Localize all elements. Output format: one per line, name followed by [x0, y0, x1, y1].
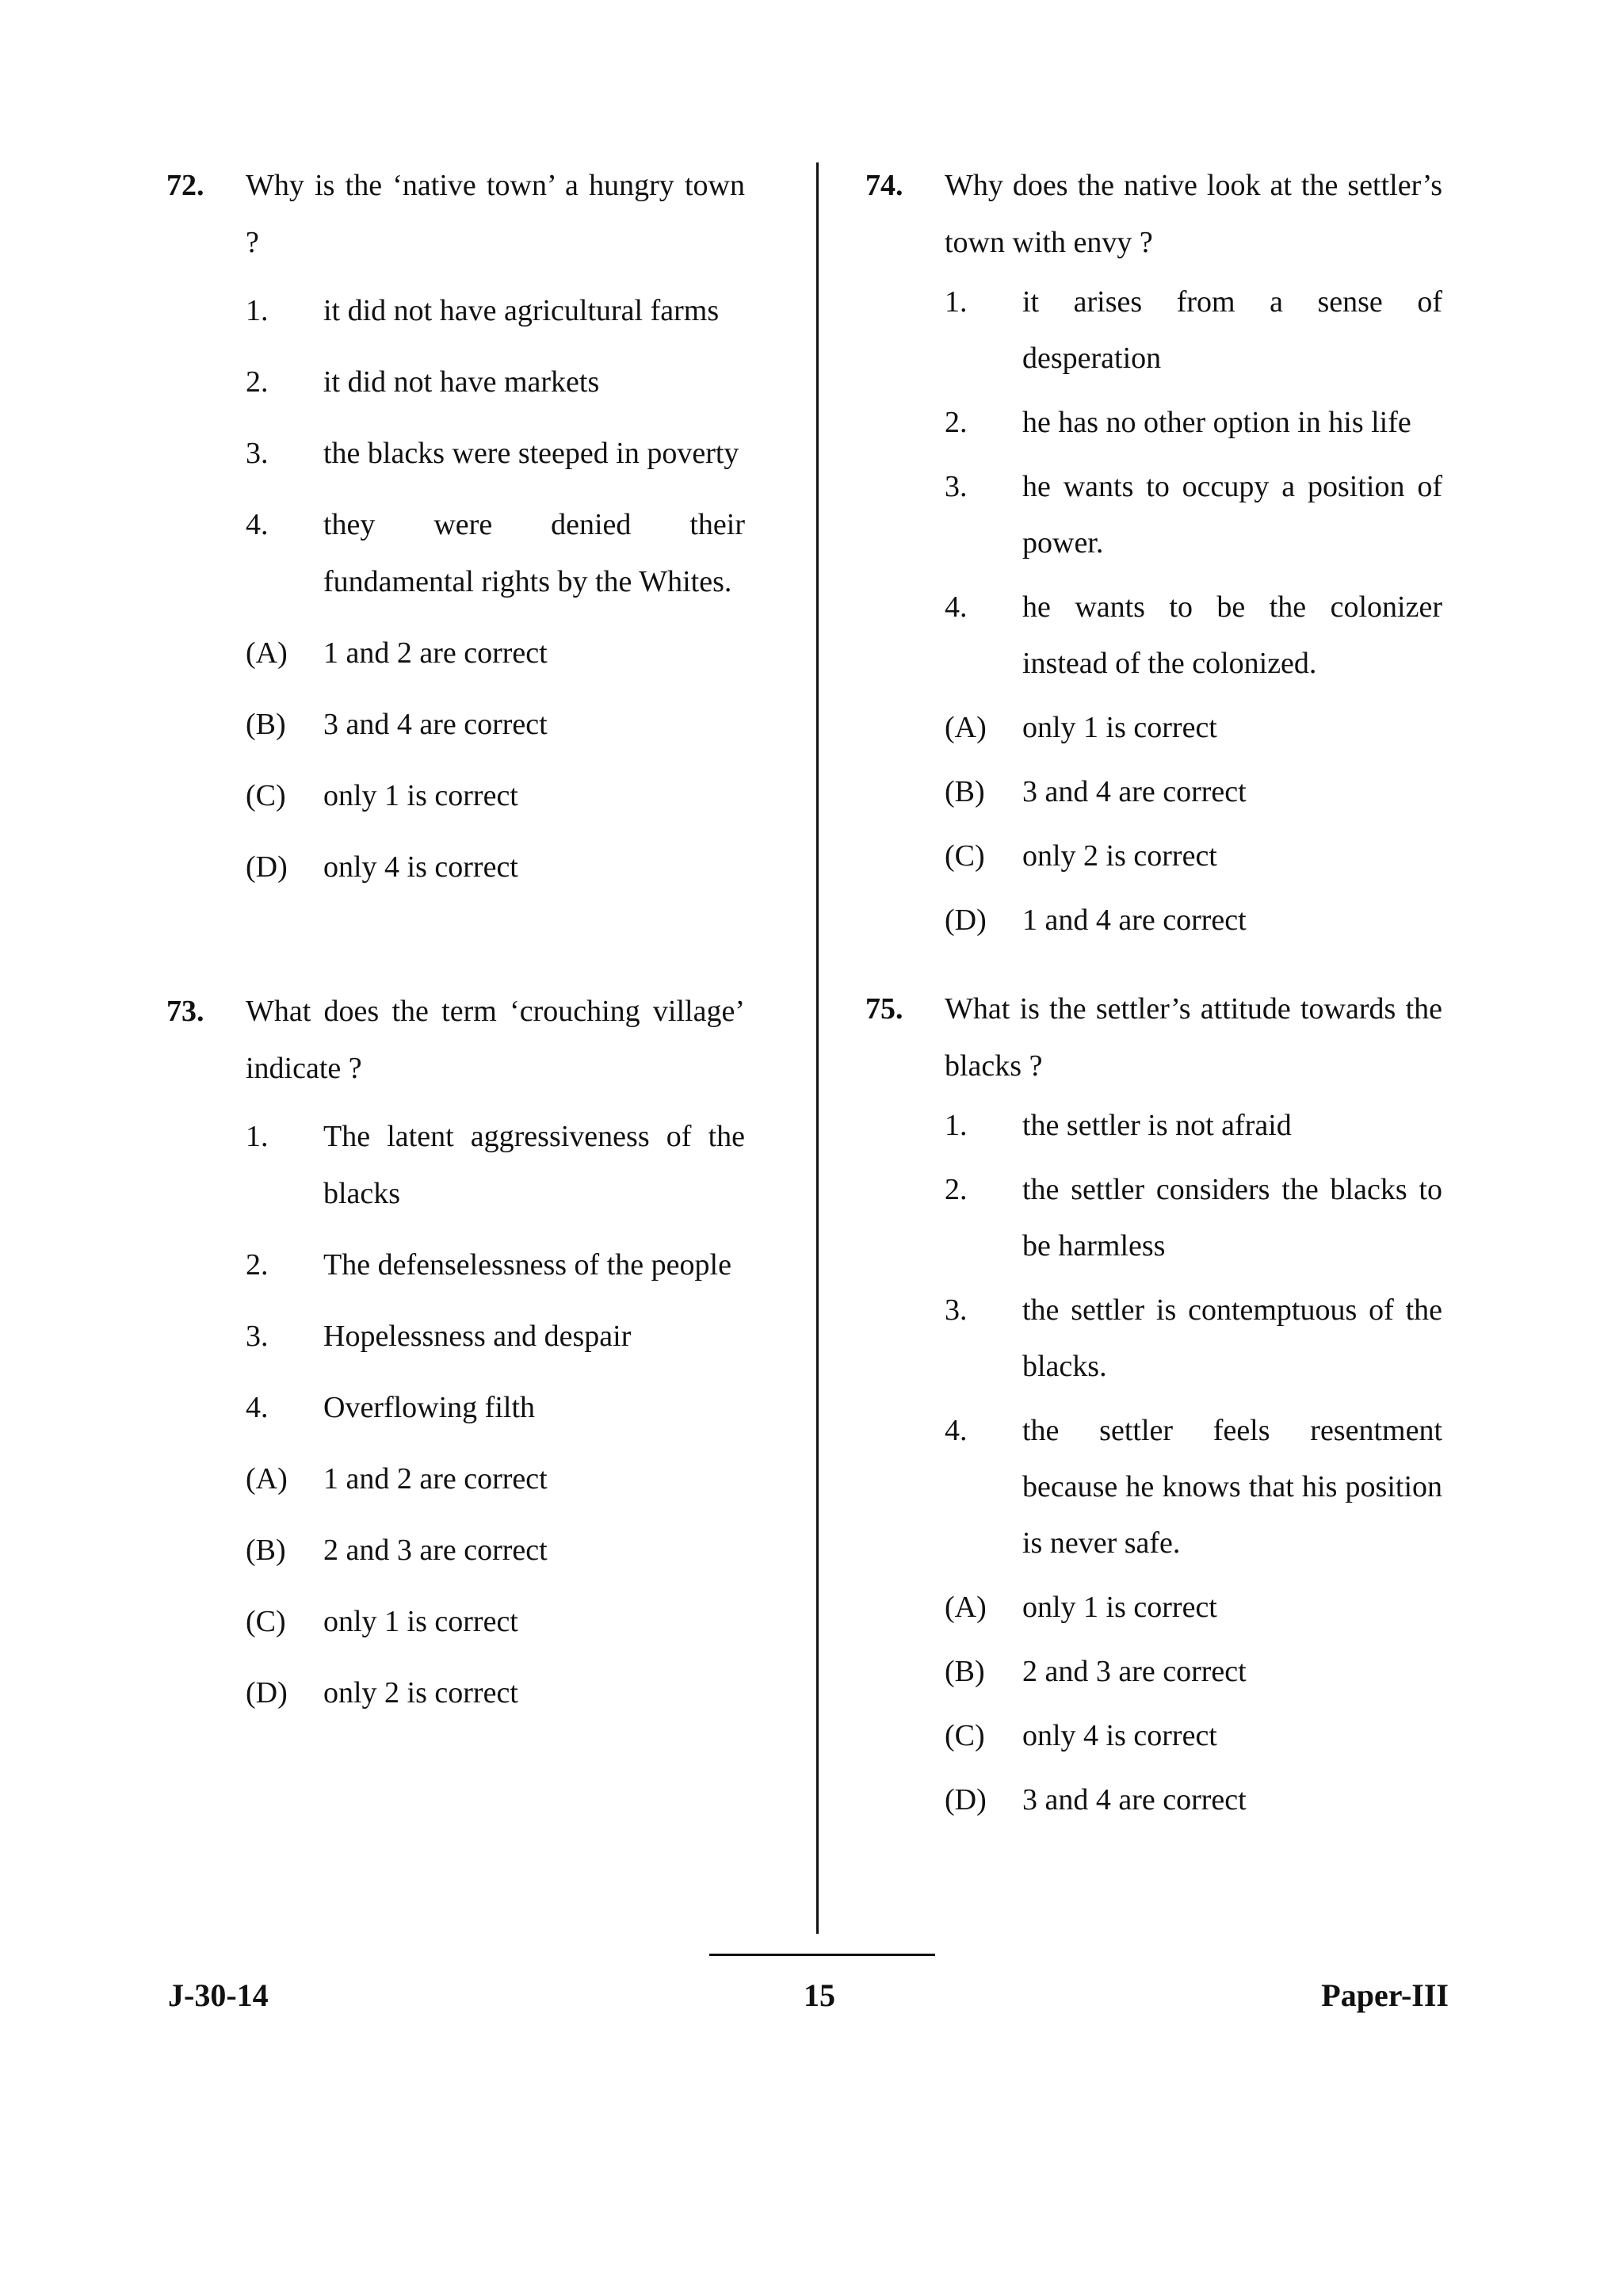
option-letter: (C): [246, 1605, 286, 1638]
statement-item: [945, 395, 1442, 451]
answer-option-d[interactable]: [246, 839, 745, 896]
option-text: 1 and 4 are correct: [1022, 904, 1247, 937]
right-column: [865, 157, 1442, 1836]
statement-number: 4.: [945, 590, 968, 624]
statement-number: 4.: [246, 508, 269, 541]
statement-text: the settler is not afraid: [1022, 1109, 1292, 1142]
statement-item: [246, 1379, 745, 1436]
option-letter: (B): [945, 1655, 985, 1688]
statement-text: he has no other option in his life: [1022, 406, 1411, 439]
option-text: 3 and 4 are correct: [1022, 1783, 1247, 1817]
answer-option-b[interactable]: [945, 1644, 1442, 1700]
option-letter: (D): [945, 904, 987, 937]
statement-text: he wants to be the colonizer instead of the colonized.: [1022, 590, 1442, 680]
answer-option-b[interactable]: [246, 696, 745, 753]
answer-option-a[interactable]: [945, 1580, 1442, 1636]
answer-option-d[interactable]: [246, 1664, 745, 1721]
statement-number: 3.: [945, 1293, 968, 1327]
option-text: only 4 is correct: [323, 850, 518, 884]
paper-code: J-30-14: [168, 1977, 269, 2013]
statement-text: The latent aggressiveness of the blacks: [323, 1120, 745, 1210]
answer-options: [945, 1580, 1442, 1828]
option-letter: (D): [246, 1676, 288, 1710]
statement-text: it did not have agricultural farms: [323, 294, 720, 327]
statement-text: The defenselessness of the people: [323, 1248, 731, 1282]
option-text: only 1 is correct: [1022, 1591, 1217, 1624]
option-letter: (D): [945, 1783, 987, 1817]
option-letter: (B): [246, 1534, 286, 1567]
paper-label: Paper-III: [1321, 1977, 1449, 2013]
page-number: 15: [804, 1977, 835, 2013]
statement-item: [945, 459, 1442, 571]
statement-item: [945, 1098, 1442, 1154]
statement-item: [246, 1108, 745, 1222]
option-text: 3 and 4 are correct: [1022, 775, 1247, 808]
question-number: 74.: [865, 169, 903, 202]
answer-option-b[interactable]: [945, 764, 1442, 820]
statement-number: 1.: [246, 294, 269, 327]
answer-option-c[interactable]: [945, 828, 1442, 884]
question-74: [865, 157, 1442, 949]
statement-text: Hopelessness and despair: [323, 1320, 632, 1353]
answer-options: [246, 625, 745, 896]
statement-text: it arises from a sense of desperation: [1022, 285, 1442, 375]
answer-option-b[interactable]: [246, 1522, 745, 1579]
option-letter: (A): [945, 1591, 987, 1624]
statement-item: [945, 1403, 1442, 1572]
answer-option-a[interactable]: [945, 700, 1442, 756]
option-text: only 4 is correct: [1022, 1719, 1217, 1752]
option-text: only 2 is correct: [323, 1676, 518, 1710]
statement-number: 2.: [945, 1173, 968, 1206]
option-text: 1 and 2 are correct: [323, 636, 548, 670]
statement-number: 4.: [246, 1391, 269, 1424]
option-letter: (B): [945, 775, 985, 808]
option-letter: (C): [945, 839, 985, 873]
statement-number: 1.: [945, 285, 968, 319]
statement-text: they were denied their fundamental rights by the Whites.: [323, 508, 745, 598]
statement-text: the blacks were steeped in poverty: [323, 437, 739, 470]
question-text: Why does the native look at the settler’s town with envy ?: [945, 169, 1442, 259]
statement-number: 4.: [945, 1414, 968, 1447]
option-letter: (A): [945, 711, 987, 744]
option-letter: (A): [246, 1462, 288, 1496]
option-text: only 2 is correct: [1022, 839, 1217, 873]
statement-item: [945, 274, 1442, 387]
statement-number: 1.: [945, 1109, 968, 1142]
statement-item: [246, 425, 745, 482]
answer-option-c[interactable]: [945, 1708, 1442, 1764]
statement-text: Overflowing filth: [323, 1391, 536, 1424]
statement-text: the settler considers the blacks to be harmless: [1022, 1173, 1442, 1263]
footer-rule: [709, 1954, 935, 1956]
question-number: 72.: [166, 169, 204, 202]
option-letter: (C): [246, 779, 286, 812]
statement-list: [945, 1098, 1442, 1572]
statement-item: [945, 579, 1442, 692]
answer-option-c[interactable]: [246, 767, 745, 824]
statement-number: 1.: [246, 1120, 269, 1153]
option-letter: (B): [246, 708, 286, 741]
statement-number: 2.: [246, 1248, 269, 1282]
answer-options: [945, 700, 1442, 949]
question-72: [166, 157, 745, 896]
answer-option-a[interactable]: [246, 1450, 745, 1507]
option-letter: (A): [246, 636, 288, 670]
option-text: 2 and 3 are correct: [1022, 1655, 1247, 1688]
statement-item: [246, 496, 745, 610]
answer-option-d[interactable]: [945, 1772, 1442, 1828]
statement-list: [246, 1108, 745, 1436]
option-text: only 1 is correct: [323, 1605, 518, 1638]
statement-text: it did not have markets: [323, 365, 600, 399]
option-text: only 1 is correct: [323, 779, 518, 812]
option-text: 1 and 2 are correct: [323, 1462, 548, 1496]
question-75: [865, 980, 1442, 1828]
statement-item: [246, 1308, 745, 1365]
statement-number: 2.: [945, 406, 968, 439]
statement-list: [246, 282, 745, 610]
column-divider: [816, 162, 819, 1934]
statement-list: [945, 274, 1442, 692]
statement-number: 3.: [945, 470, 968, 503]
question-73: [166, 983, 745, 1721]
answer-option-c[interactable]: [246, 1593, 745, 1650]
answer-option-d[interactable]: [945, 892, 1442, 949]
answer-options: [246, 1450, 745, 1721]
question-number: 73.: [166, 995, 204, 1028]
statement-number: 2.: [246, 365, 269, 399]
statement-text: the settler is contemptuous of the blacks.: [1022, 1293, 1442, 1383]
question-text: What is the settler’s attitude towards the blacks ?: [945, 992, 1442, 1083]
statement-item: [945, 1282, 1442, 1395]
statement-item: [246, 282, 745, 339]
question-text: Why is the ‘native town’ a hungry town ?: [246, 169, 745, 259]
statement-number: 3.: [246, 1320, 269, 1353]
question-number: 75.: [865, 992, 903, 1026]
statement-item: [246, 1236, 745, 1293]
statement-number: 3.: [246, 437, 269, 470]
option-text: only 1 is correct: [1022, 711, 1217, 744]
left-column: [166, 157, 745, 1736]
question-text: What does the term ‘crouching village’ indicate ?: [246, 995, 745, 1085]
statement-item: [945, 1162, 1442, 1274]
option-letter: (C): [945, 1719, 985, 1752]
option-letter: (D): [246, 850, 288, 884]
statement-text: the settler feels resentment because he knows that his position is never safe.: [1022, 1414, 1442, 1560]
statement-text: he wants to occupy a position of power.: [1022, 470, 1442, 560]
answer-option-a[interactable]: [246, 625, 745, 682]
statement-item: [246, 353, 745, 411]
option-text: 3 and 4 are correct: [323, 708, 548, 741]
option-text: 2 and 3 are correct: [323, 1534, 548, 1567]
